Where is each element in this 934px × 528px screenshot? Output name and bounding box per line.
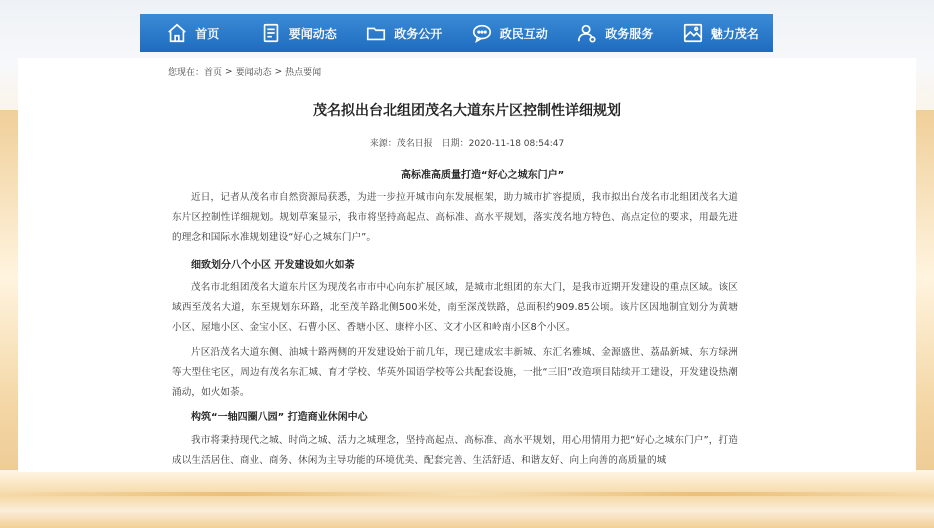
breadcrumb bbox=[168, 65, 321, 78]
home-icon bbox=[166, 22, 188, 44]
breadcrumb-separator: > bbox=[225, 66, 233, 77]
breadcrumb-prefix: 您现在： bbox=[168, 68, 205, 78]
nav-item-service[interactable] bbox=[562, 14, 668, 52]
nav-item-affairs-open[interactable] bbox=[351, 14, 457, 52]
nav-label: 要闻动态 bbox=[288, 26, 337, 41]
nav-item-home[interactable] bbox=[140, 14, 246, 52]
breadcrumb-link-hot-news[interactable]: 热点要闻 bbox=[285, 68, 322, 78]
article-meta bbox=[18, 136, 916, 149]
section-heading: 细致划分八个小区 开发建设如火如荼 bbox=[191, 260, 355, 271]
breadcrumb-link-home[interactable]: 首页 bbox=[204, 68, 223, 78]
nav-label: 首页 bbox=[195, 26, 220, 41]
nav-item-interaction[interactable] bbox=[457, 14, 563, 52]
user-service-icon bbox=[576, 22, 598, 44]
article-paragraph: 片区沿茂名大道东侧、油城十路两侧的开发建设始于前几年，现已建成宏丰新城、东汇名雅城、金源盛世、荔晶新城、东方绿洲等大型住宅区，周边有茂名东汇城、育才学校、华英外国语学校等公共配套设施，一批“三旧”改造项目陆续开工建设，开发建设热潮涌动，如火如荼。 bbox=[172, 347, 738, 398]
section-heading: 构筑“一轴四圈八园” 打造商业休闲中心 bbox=[191, 412, 368, 423]
article-paragraph: 茂名市北组团茂名大道东片区为现茂名市市中心向东扩展区域，是城市北组团的东大门，是我市近期开发建设的重点区域。该区域西至茂名大道，东至规划东环路，北至茂羊路北侧500米处，南至深茂铁路，总面积约909.85公顷。该片区因地制宜划分为黄塘小区、屋地小区、金宝小区、石曹小区、香塘小区、康梓小区、文才小区和岭南小区8个小区。 bbox=[172, 282, 738, 333]
nav-item-news[interactable] bbox=[246, 14, 352, 52]
content-panel bbox=[18, 58, 916, 472]
main-nav bbox=[140, 14, 773, 52]
scenery-icon bbox=[682, 22, 704, 44]
nav-label: 政民互动 bbox=[499, 26, 548, 41]
article-date: 日期：2020-11-18 08:54:47 bbox=[441, 139, 565, 149]
article-source: 来源：茂名日报 bbox=[369, 139, 433, 149]
page-title: 茂名拟出台北组团茂名大道东片区控制性详细规划 bbox=[313, 103, 621, 119]
chat-icon bbox=[471, 22, 493, 44]
nav-label: 政务公开 bbox=[394, 26, 443, 41]
section-heading: 高标准高质量打造“好心之城东门户” bbox=[401, 170, 565, 181]
nav-item-charm[interactable] bbox=[668, 14, 774, 52]
nav-label: 魅力茂名 bbox=[710, 26, 759, 41]
folder-icon bbox=[365, 22, 387, 44]
document-icon bbox=[260, 22, 282, 44]
nav-label: 政务服务 bbox=[605, 26, 654, 41]
decorative-bottom-border bbox=[0, 470, 934, 528]
article-paragraph: 近日，记者从茂名市自然资源局获悉，为进一步拉开城市向东发展框架，助力城市扩容提质，我市拟出台茂名市北组团茂名大道东片区控制性详细规划。规划草案显示，我市将坚持高起点、高标准、高水平规划，落实茂名地方特色、高点定位的要求，用最先进的理念和国际水准规划建设“好心之城东门户”。 bbox=[172, 192, 738, 243]
breadcrumb-separator: > bbox=[274, 66, 283, 77]
article-paragraph: 我市将秉持现代之城、时尚之城、活力之城理念，坚持高起点、高标准、高水平规划，用心用情用力把“好心之城东门户”，打造成以生活居住、商业、商务、休闲为主导功能的环境优美、配套完善、生活舒适、和谐友好、向上向善的高质量的城 bbox=[172, 435, 738, 466]
breadcrumb-link-news[interactable]: 要闻动态 bbox=[235, 68, 272, 78]
